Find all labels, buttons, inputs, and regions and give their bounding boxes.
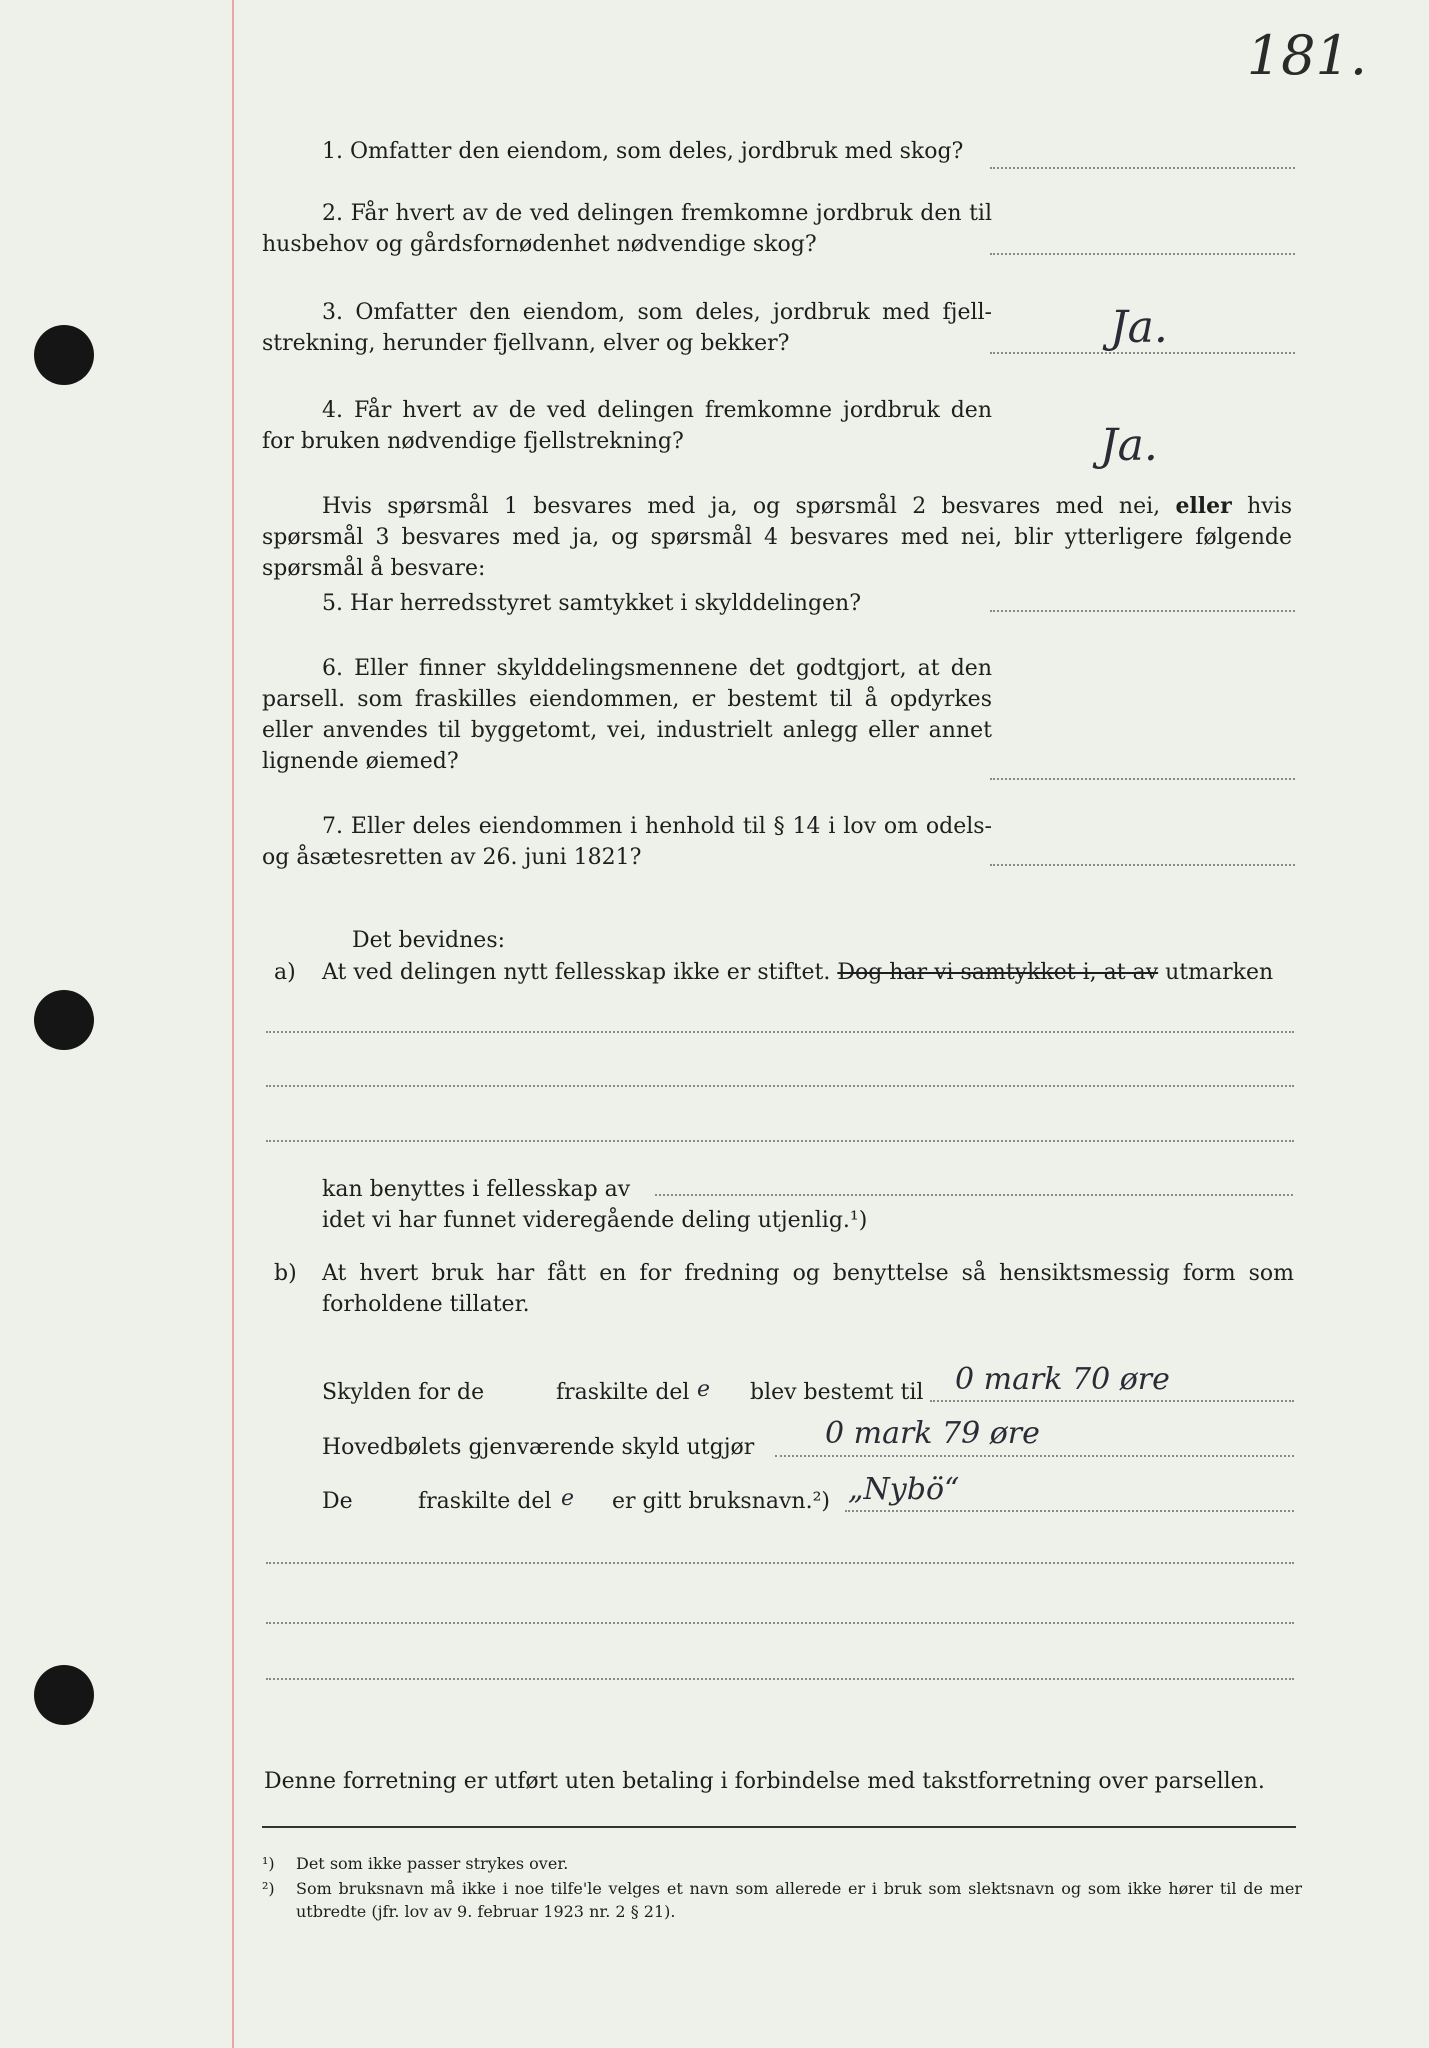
condition-emphasis: eller — [1175, 493, 1232, 519]
question-number: 6. — [322, 656, 343, 681]
punch-hole — [34, 990, 94, 1050]
question-number: 7. — [322, 814, 343, 839]
fill-line — [266, 1140, 1294, 1142]
question-number: 1. — [322, 139, 343, 164]
answer-line-7 — [990, 864, 1295, 866]
item-b-text: At hvert bruk har fått en for fredning og benyttelse så hensiktsmessig form som forholdene tillater. — [322, 1261, 1294, 1317]
question-7 — [262, 811, 992, 873]
punch-hole — [34, 325, 94, 385]
item-a-struck-text: Dog har vi samtykket i, at av — [837, 960, 1159, 985]
skyld-row-3-value: „Nybö“ — [848, 1472, 960, 1507]
footnote-text: Det som ikke passer strykes over. — [296, 1854, 569, 1873]
question-text: Eller deles eiendommen i henhold til § 14 i lov om odels- og åsætesretten av 26. juni 1821? — [262, 814, 992, 870]
skyld-row-2-label: Hovedbølets gjenværende skyld utgjør — [322, 1435, 755, 1460]
item-a-label: a) — [274, 960, 296, 985]
fill-line — [266, 1085, 1294, 1087]
fill-line — [845, 1510, 1294, 1512]
condition-text: hvis spørsmål 3 besvares med ja, og spørsmål 4 besvares med nei, blir ytterligere følgende spørsmål å besvare: — [262, 494, 1292, 581]
question-6 — [262, 653, 992, 777]
margin-rule — [232, 0, 234, 2048]
question-text: Har herredsstyret samtykket i skylddelingen? — [350, 591, 862, 616]
page-number: 181. — [1246, 24, 1367, 87]
answer-line-6 — [990, 778, 1295, 780]
skyld-row-1-label-a: Skylden for de — [322, 1380, 485, 1405]
skyld-row-3-label-c: er gitt bruksnavn.²) — [612, 1489, 830, 1514]
closing-statement: Denne forretning er utført uten betaling i forbindelse med takstforretning over parsellen. — [264, 1769, 1265, 1794]
skyld-row-1-value: 0 mark 70 øre — [955, 1362, 1170, 1397]
condition-paragraph — [262, 491, 1292, 584]
question-text: Eller finner skylddelingsmennene det godtgjort, at den parsell. som fraskilles eiendommen, er bestemt til å opdyrkes eller anvendes til byggetomt, vei, industrielt anlegg eller annet lignende øiemed? — [262, 656, 992, 774]
answer-line-2 — [990, 253, 1295, 255]
handwritten-answer-4: Ja. — [1100, 420, 1158, 471]
question-4 — [262, 395, 992, 457]
item-a-statement: At ved delingen nytt fellesskap ikke er stiftet. — [322, 960, 831, 985]
footnote-mark: ¹) — [262, 1854, 275, 1873]
question-number: 5. — [322, 591, 343, 616]
footnote-1 — [262, 1852, 1302, 1875]
fill-line — [266, 1622, 1294, 1624]
item-b-label: b) — [274, 1261, 297, 1286]
answer-line-1 — [990, 167, 1295, 169]
skyld-row-1-label-b: fraskilte del — [556, 1380, 690, 1405]
condition-text: Hvis spørsmål 1 besvares med ja, og spørsmål 2 besvares med nei, — [322, 494, 1161, 519]
answer-line-5 — [990, 610, 1295, 612]
footnote-mark: ²) — [262, 1879, 275, 1898]
question-number: 3. — [322, 300, 343, 325]
question-3 — [262, 297, 992, 359]
fill-line — [930, 1400, 1294, 1402]
fill-line — [775, 1455, 1294, 1457]
question-1 — [262, 136, 992, 167]
question-number: 2. — [322, 201, 343, 226]
footnote-text: Som bruksnavn må ikke i noe tilfe'le velges et navn som allerede er i bruk som slektsnavn og som ikke hører til de mer utbredte (jfr. lov av 9. februar 1923 nr. 2 § 21). — [296, 1879, 1302, 1921]
fill-line — [655, 1194, 1293, 1196]
certification-heading: Det bevidnes: — [352, 928, 506, 953]
skyld-row-3-label-a: De — [322, 1489, 353, 1514]
common-use-line-2: idet vi har funnet videregående deling utjenlig.¹) — [322, 1208, 868, 1233]
answer-line-3 — [990, 352, 1295, 354]
fill-line — [266, 1562, 1294, 1564]
question-text: Omfatter den eiendom, som deles, jordbruk med skog? — [350, 139, 964, 164]
common-use-line-1: kan benyttes i fellesskap av — [322, 1177, 631, 1202]
footnote-rule — [262, 1826, 1296, 1828]
item-a-tail: utmarken — [1165, 960, 1274, 985]
fill-line — [266, 1031, 1294, 1033]
skyld-row-2-value: 0 mark 79 øre — [825, 1416, 1040, 1451]
handwritten-answer-3: Ja. — [1110, 302, 1168, 353]
skyld-row-3-suffix: e — [561, 1486, 575, 1511]
skyld-row-3-label-b: fraskilte del — [418, 1489, 552, 1514]
question-text: Omfatter den eiendom, som deles, jordbruk med fjell-strekning, herunder fjellvann, elver og bekker? — [262, 300, 992, 356]
skyld-row-1-label-c: blev bestemt til — [750, 1380, 924, 1405]
fill-line — [266, 1678, 1294, 1680]
question-text: Får hvert av de ved delingen fremkomne jordbruk den for bruken nødvendige fjellstrekning? — [262, 398, 992, 454]
item-a-text — [322, 957, 1273, 988]
show-through-text — [1030, 662, 1036, 683]
question-2 — [262, 198, 992, 260]
question-text: Får hvert av de ved delingen fremkomne jordbruk den til husbehov og gårdsfornødenhet nødvendige skog? — [262, 201, 992, 257]
punch-hole — [34, 1665, 94, 1725]
question-number: 4. — [322, 398, 343, 423]
question-5 — [262, 588, 992, 619]
skyld-row-1-suffix: e — [697, 1377, 711, 1402]
footnote-2 — [262, 1877, 1302, 1923]
